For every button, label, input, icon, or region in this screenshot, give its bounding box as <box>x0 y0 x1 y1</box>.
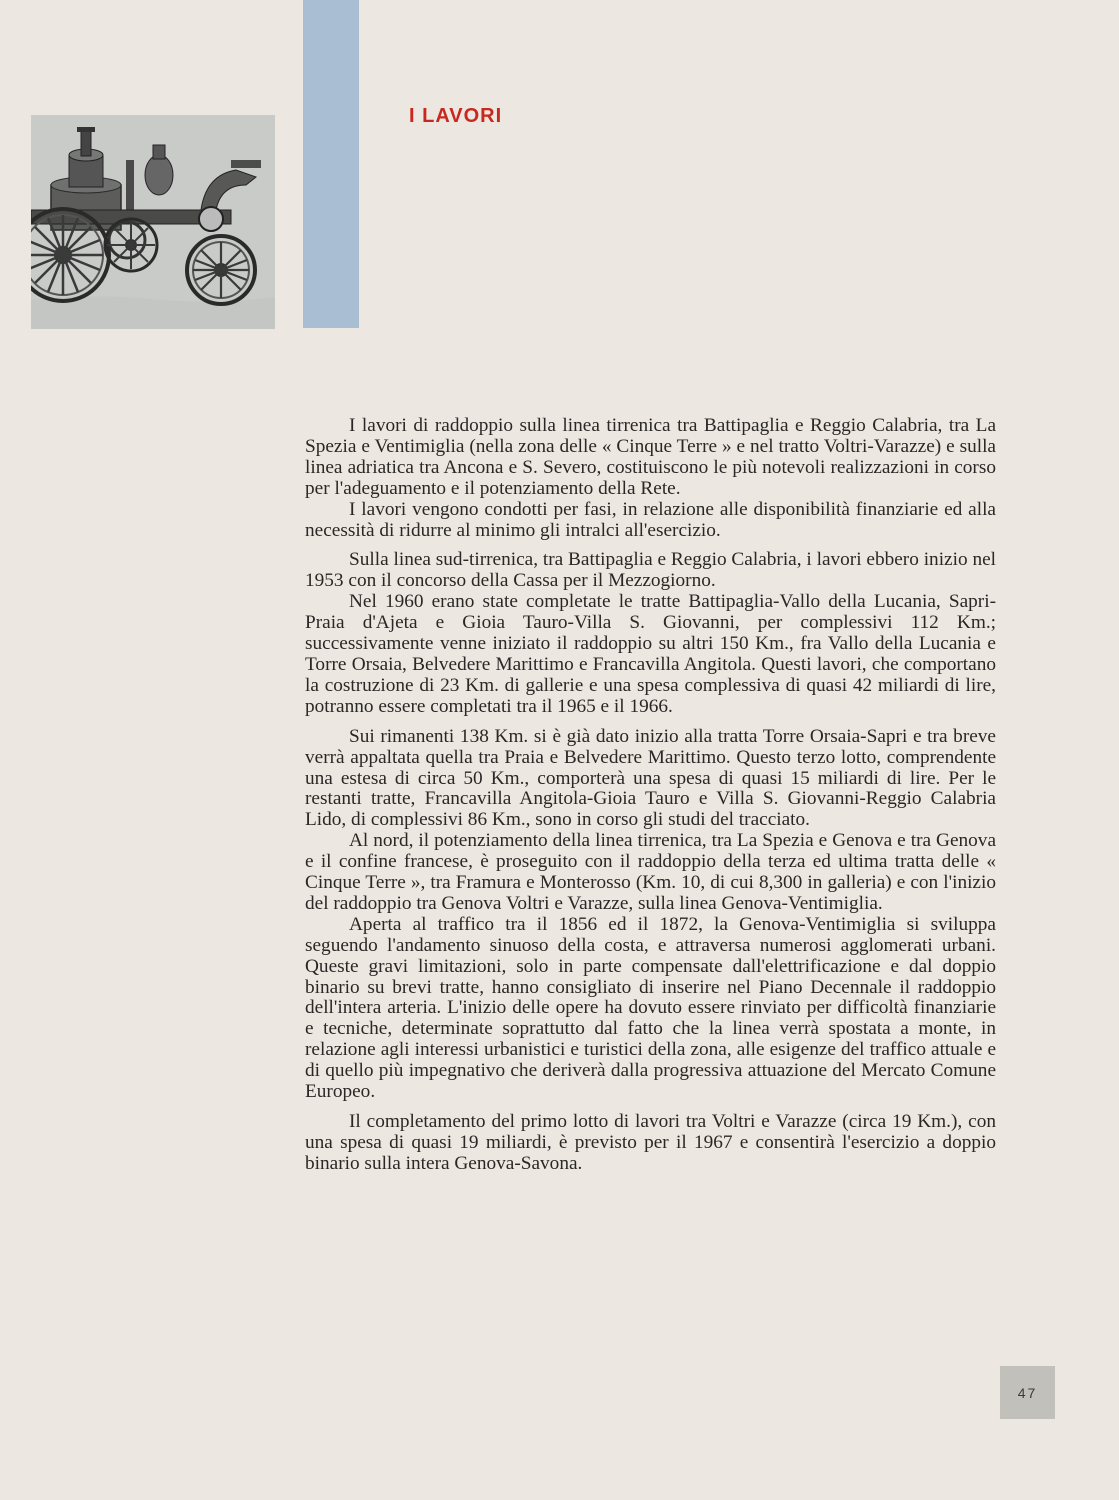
paragraph: Sui rimanenti 138 Km. si è già dato inizio alla tratta Torre Orsaia-Sapri e tra breve verrà appaltata quella tra Praia e Belvedere Marittimo. Questo terzo lotto, comprendente una estesa di circa 50 Km., comporterà una spesa di quasi 15 miliardi di lire. Per le restanti tratte, Francavilla Angitola-Gioia Tauro e Villa S. Giovanni-Reggio Calabria Lido, di complessivi 86 Km., sono in corso gli studi del tracciato. <box>305 725 996 831</box>
page-number: 47 <box>1000 1366 1055 1419</box>
section-title: I LAVORI <box>409 105 503 127</box>
paragraph: Aperta al traffico tra il 1856 ed il 1872, la Genova-Ventimiglia si sviluppa seguendo l'andamento sinuoso della costa, e attraversa numerosi agglomerati urbani. Queste gravi limitazioni, solo in parte compensate dall'elettrificazione e dal doppio binario su brevi tratte, hanno consigliato di inserire nel Piano Decennale il raddoppio dell'intera arteria. L'inizio delle opere ha dovuto essere rinviato per difficoltà finanziarie e tecniche, determinate soprattutto dal fatto che la linea verrà spostata a monte, in relazione agli interessi urbanistici e turistici della zona, alle esigenze del traffico attuale e di quello più impegnativo che deriverà dalla progressiva attuazione del Mercato Comune Europeo. <box>305 913 996 1103</box>
blue-accent-band <box>303 0 359 328</box>
steam-fire-engine-illustration <box>31 115 275 329</box>
paragraph: Nel 1960 erano state completate le tratte Battipaglia-Vallo della Lucania, Sapri-Praia d'Ajeta e Gioia Tauro-Villa S. Giovanni, per complessivi 112 Km.; successivamente venne iniziato il raddoppio su altri 150 Km., fra Vallo della Lucania e Torre Orsaia, Belvedere Marittimo e Francavilla Angitola. Questi lavori, che comportano la costruzione di 23 Km. di gallerie e una spesa complessiva di quasi 42 miliardi di lire, potranno essere completati tra il 1965 e il 1966. <box>305 591 996 717</box>
paragraph: I lavori vengono condotti per fasi, in relazione alle disponibilità finanziarie ed alla necessità di ridurre al minimo gli intralci all'esercizio. <box>305 498 996 541</box>
paragraph: Il completamento del primo lotto di lavori tra Voltri e Varazze (circa 19 Km.), con una spesa di quasi 19 miliardi, è previsto per il 1967 e consentirà l'esercizio a doppio binario sulla intera Genova-Savona. <box>305 1111 996 1174</box>
article-body <box>305 416 996 1175</box>
paragraph: I lavori di raddoppio sulla linea tirrenica tra Battipaglia e Reggio Calabria, tra La Spezia e Ventimiglia (nella zona delle « Cinque Terre » e nel tratto Voltri-Varazze) e sulla linea adriatica tra Ancona e S. Severo, costituiscono le più notevoli realizzazioni in corso per l'adeguamento e il potenziamento della Rete. <box>305 415 996 499</box>
paragraph: Sulla linea sud-tirrenica, tra Battipaglia e Reggio Calabria, i lavori ebbero inizio nel 1953 con il concorso della Cassa per il Mezzogiorno. <box>305 549 996 592</box>
steam-fire-engine-icon <box>31 115 275 329</box>
paragraph: Al nord, il potenziamento della linea tirrenica, tra La Spezia e Genova e tra Genova e il confine francese, è proseguito con il raddoppio della terza ed ultima tratta delle « Cinque Terre », tra Framura e Monterosso (Km. 10, di cui 8,300 in galleria) e con l'inizio del raddoppio tra Genova Voltri e Varazze, sulla linea Genova-Ventimiglia. <box>305 830 996 914</box>
